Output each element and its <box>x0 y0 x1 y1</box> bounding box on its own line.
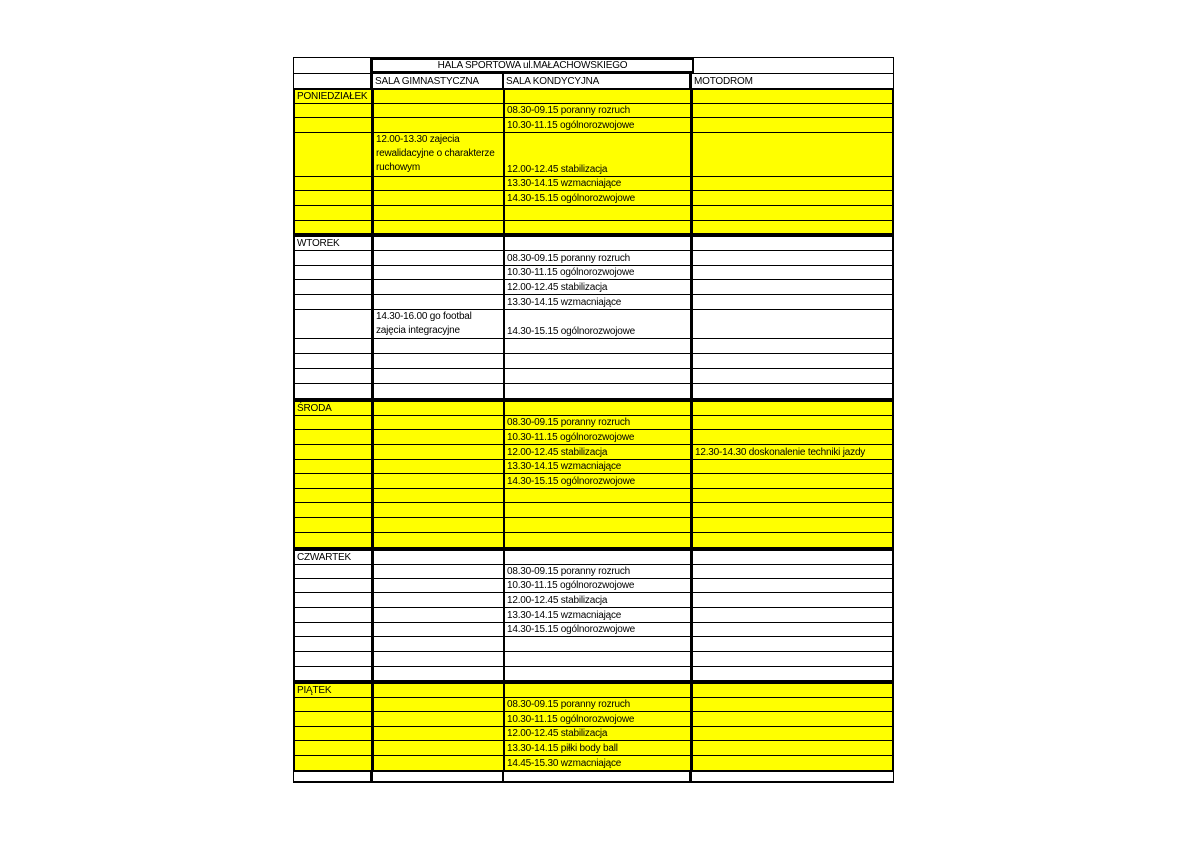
cell-motodrom <box>693 266 892 279</box>
schedule-row <box>295 727 892 741</box>
day-label-piatek: PIĄTEK <box>295 684 374 697</box>
col-header-kondycyjna: SALA KONDYCYJNA <box>504 74 692 88</box>
cell-gimnastyczna <box>374 565 505 578</box>
cell-gimnastyczna <box>374 518 505 532</box>
cell-gimnastyczna: 14.30-16.00 go footbal zajęcia integracyjne <box>374 310 505 338</box>
cell-kondycyjna <box>505 518 693 532</box>
schedule-row <box>295 565 892 579</box>
cell-motodrom <box>693 712 892 726</box>
cell-day <box>295 565 374 578</box>
cell-kondycyjna <box>505 339 693 353</box>
corner-cell <box>294 58 373 73</box>
cell-motodrom: 12.30-14.30 doskonalenie techniki jazdy <box>693 445 892 459</box>
day-block-wtorek <box>293 235 894 400</box>
empty-row <box>295 221 892 233</box>
cell-gimnastyczna <box>374 177 505 190</box>
cell-kondycyjna: 12.00-12.45 stabilizacja <box>505 133 693 176</box>
cell-kondycyjna: 13.30-14.15 wzmacniające <box>505 177 693 190</box>
cell-kondycyjna <box>505 221 693 233</box>
schedule-row <box>295 251 892 266</box>
cell-day <box>295 460 374 473</box>
cell-kondycyjna: 10.30-11.15 ogólnorozwojowe <box>505 430 693 444</box>
cell-day <box>295 310 374 338</box>
cell-gimnastyczna <box>374 533 505 547</box>
cell-gimnastyczna <box>374 221 505 233</box>
schedule-row <box>295 191 892 206</box>
cell-day <box>295 445 374 459</box>
cell-day <box>295 416 374 429</box>
cell-gimnastyczna <box>374 118 505 132</box>
cell-kondycyjna: 10.30-11.15 ogólnorozwojowe <box>505 266 693 279</box>
cell-kondycyjna <box>505 652 693 666</box>
cell-motodrom <box>693 565 892 578</box>
cell-gimnastyczna <box>374 90 505 103</box>
cell-motodrom <box>693 133 892 176</box>
cell-day <box>295 280 374 294</box>
cell-motodrom <box>693 608 892 622</box>
cell-day <box>295 221 374 233</box>
day-label-sroda: ŚRODA <box>295 402 374 415</box>
day-block-czwartek <box>293 549 894 682</box>
cell-motodrom <box>693 295 892 309</box>
cell-kondycyjna <box>504 772 692 781</box>
cell-day <box>295 741 374 755</box>
cell-gimnastyczna <box>374 489 505 502</box>
cell-motodrom <box>693 579 892 592</box>
schedule-row <box>295 608 892 623</box>
cell-kondycyjna <box>505 637 693 651</box>
empty-row <box>295 667 892 680</box>
cell-kondycyjna <box>505 369 693 383</box>
cell-day <box>295 608 374 622</box>
cell-motodrom <box>693 221 892 233</box>
schedule-table <box>293 57 894 783</box>
cell-gimnastyczna <box>374 608 505 622</box>
empty-row <box>295 518 892 533</box>
schedule-row <box>295 310 892 339</box>
cell-kondycyjna: 08.30-09.15 poranny rozruch <box>505 251 693 265</box>
empty-row <box>295 489 892 503</box>
cell-gimnastyczna <box>374 445 505 459</box>
cell-day <box>295 652 374 666</box>
cell-motodrom <box>693 741 892 755</box>
cell-day <box>295 533 374 547</box>
day-label-row <box>295 237 892 251</box>
cell-kondycyjna: 08.30-09.15 poranny rozruch <box>505 104 693 117</box>
cell-motodrom <box>693 104 892 117</box>
cell-motodrom <box>693 756 892 770</box>
cell-motodrom <box>693 533 892 547</box>
cell-kondycyjna: 14.30-15.15 ogólnorozwojowe <box>505 191 693 205</box>
cell-day <box>295 430 374 444</box>
empty-row <box>295 369 892 384</box>
cell-kondycyjna: 12.00-12.45 stabilizacja <box>505 727 693 740</box>
schedule-row <box>295 579 892 593</box>
schedule-row <box>295 445 892 460</box>
cell-motodrom <box>693 623 892 636</box>
schedule-row <box>295 133 892 177</box>
cell-motodrom <box>693 684 892 697</box>
cell-motodrom <box>693 354 892 368</box>
cell-gimnastyczna <box>374 402 505 415</box>
cell-gimnastyczna <box>374 354 505 368</box>
cell-gimnastyczna <box>374 430 505 444</box>
cell-motodrom <box>693 698 892 711</box>
cell-motodrom <box>693 667 892 680</box>
cell-motodrom <box>693 593 892 607</box>
day-label-row <box>295 90 892 104</box>
cell-kondycyjna <box>505 533 693 547</box>
cell-kondycyjna: 13.30-14.15 wzmacniające <box>505 460 693 473</box>
cell-gimnastyczna <box>374 741 505 755</box>
cell-kondycyjna <box>505 489 693 502</box>
cell-gimnastyczna <box>374 727 505 740</box>
cell-motodrom <box>693 251 892 265</box>
cell-gimnastyczna <box>374 593 505 607</box>
cell-motodrom <box>693 280 892 294</box>
cell-kondycyjna: 14.30-15.15 ogólnorozwojowe <box>505 623 693 636</box>
schedule-row <box>295 416 892 430</box>
schedule-row <box>295 756 892 770</box>
cell-kondycyjna <box>505 667 693 680</box>
table-bottom-row <box>293 772 894 783</box>
cell-motodrom <box>693 402 892 415</box>
day-label-row <box>295 551 892 565</box>
day-label-poniedzialek: PONIEDZIAŁEK <box>295 90 374 103</box>
schedule-row <box>295 460 892 474</box>
table-header-row-1 <box>293 57 894 73</box>
cell-gimnastyczna <box>374 266 505 279</box>
cell-kondycyjna: 08.30-09.15 poranny rozruch <box>505 565 693 578</box>
empty-row <box>295 384 892 398</box>
cell-day <box>295 579 374 592</box>
cell-kondycyjna <box>505 503 693 517</box>
col-header-motodrom: MOTODROM <box>694 75 753 87</box>
day-column-header-cell <box>294 74 373 88</box>
cell-kondycyjna: 14.45-15.30 wzmacniające <box>505 756 693 770</box>
cell-kondycyjna <box>505 402 693 415</box>
cell-kondycyjna: 14.30-15.15 ogólnorozwojowe <box>505 310 693 338</box>
cell-gimnastyczna <box>374 251 505 265</box>
cell-day <box>295 712 374 726</box>
cell-gimnastyczna <box>374 369 505 383</box>
cell-kondycyjna <box>505 384 693 398</box>
cell-motodrom <box>693 339 892 353</box>
hala-title: HALA SPORTOWA ul.MAŁACHOWSKIEGO <box>373 58 694 73</box>
empty-row <box>295 354 892 369</box>
cell-motodrom <box>693 191 892 205</box>
cell-day <box>295 104 374 117</box>
cell-day <box>295 667 374 680</box>
cell-motodrom <box>693 416 892 429</box>
cell-day <box>295 118 374 132</box>
cell-gimnastyczna <box>374 474 505 488</box>
cell-gimnastyczna <box>374 551 505 564</box>
table-header-row-2 <box>293 73 894 88</box>
cell-day <box>295 339 374 353</box>
cell-gimnastyczna <box>374 756 505 770</box>
schedule-row <box>295 474 892 489</box>
schedule-row <box>295 712 892 727</box>
corner-cell-right <box>694 58 893 73</box>
cell-motodrom <box>693 489 892 502</box>
cell-gimnastyczna <box>374 579 505 592</box>
schedule-row <box>295 698 892 712</box>
schedule-row <box>295 118 892 133</box>
cell-gimnastyczna <box>374 637 505 651</box>
cell-motodrom <box>693 551 892 564</box>
schedule-row <box>295 295 892 310</box>
cell-motodrom <box>693 652 892 666</box>
cell-day <box>294 772 373 781</box>
cell-gimnastyczna <box>374 684 505 697</box>
empty-row <box>295 339 892 354</box>
cell-day <box>295 369 374 383</box>
cell-day <box>295 698 374 711</box>
cell-kondycyjna: 10.30-11.15 ogólnorozwojowe <box>505 118 693 132</box>
cell-gimnastyczna <box>374 460 505 473</box>
cell-day <box>295 384 374 398</box>
cell-gimnastyczna <box>374 384 505 398</box>
cell-motodrom <box>693 518 892 532</box>
cell-day <box>295 756 374 770</box>
cell-kondycyjna <box>505 684 693 697</box>
cell-gimnastyczna <box>374 295 505 309</box>
cell-day <box>295 206 374 220</box>
cell-kondycyjna: 12.00-12.45 stabilizacja <box>505 593 693 607</box>
schedule-row <box>295 177 892 191</box>
cell-kondycyjna: 12.00-12.45 stabilizacja <box>505 280 693 294</box>
cell-gimnastyczna <box>374 503 505 517</box>
cell-gimnastyczna <box>374 712 505 726</box>
day-label-row <box>295 684 892 698</box>
cell-kondycyjna: 08.30-09.15 poranny rozruch <box>505 698 693 711</box>
cell-kondycyjna: 08.30-09.15 poranny rozruch <box>505 416 693 429</box>
cell-gimnastyczna <box>373 772 504 781</box>
cell-day <box>295 623 374 636</box>
schedule-row <box>295 280 892 295</box>
cell-day <box>295 593 374 607</box>
cell-motodrom <box>693 118 892 132</box>
cell-day <box>295 637 374 651</box>
day-block-sroda <box>293 400 894 549</box>
schedule-row <box>295 430 892 445</box>
cell-kondycyjna: 13.30-14.15 wzmacniające <box>505 295 693 309</box>
day-label-row <box>295 402 892 416</box>
col-header-gimnastyczna: SALA GIMNASTYCZNA <box>373 74 504 88</box>
cell-kondycyjna <box>505 206 693 220</box>
cell-day <box>295 503 374 517</box>
cell-gimnastyczna <box>374 652 505 666</box>
schedule-row <box>295 104 892 118</box>
cell-motodrom <box>693 503 892 517</box>
cell-motodrom <box>693 637 892 651</box>
cell-day <box>295 177 374 190</box>
day-block-piatek <box>293 682 894 772</box>
cell-gimnastyczna <box>374 191 505 205</box>
cell-motodrom <box>693 430 892 444</box>
cell-day <box>295 518 374 532</box>
cell-kondycyjna: 13.30-14.15 piłki body ball <box>505 741 693 755</box>
cell-kondycyjna <box>505 90 693 103</box>
cell-day <box>295 191 374 205</box>
cell-kondycyjna: 12.00-12.45 stabilizacja <box>505 445 693 459</box>
schedule-row <box>295 593 892 608</box>
schedule-row <box>295 623 892 637</box>
cell-motodrom <box>693 727 892 740</box>
cell-gimnastyczna <box>374 698 505 711</box>
cell-gimnastyczna <box>374 237 505 250</box>
empty-row <box>295 503 892 518</box>
cell-gimnastyczna <box>374 206 505 220</box>
cell-gimnastyczna: 12.00-13.30 zajecia rewalidacyjne o charakterze ruchowym <box>374 133 505 176</box>
cell-motodrom <box>693 90 892 103</box>
cell-day <box>295 474 374 488</box>
cell-day <box>295 354 374 368</box>
cell-gimnastyczna <box>374 667 505 680</box>
day-label-czwartek: CZWARTEK <box>295 551 374 564</box>
cell-day <box>295 295 374 309</box>
cell-kondycyjna <box>505 354 693 368</box>
empty-row <box>295 652 892 667</box>
cell-gimnastyczna <box>374 280 505 294</box>
cell-motodrom <box>693 177 892 190</box>
cell-motodrom <box>693 384 892 398</box>
cell-gimnastyczna <box>374 339 505 353</box>
cell-gimnastyczna <box>374 416 505 429</box>
cell-kondycyjna: 10.30-11.15 ogólnorozwojowe <box>505 579 693 592</box>
cell-motodrom <box>693 206 892 220</box>
cell-motodrom <box>693 474 892 488</box>
cell-kondycyjna <box>505 237 693 250</box>
day-block-poniedzialek <box>293 88 894 235</box>
cell-day <box>295 266 374 279</box>
cell-motodrom <box>693 460 892 473</box>
empty-row <box>295 206 892 221</box>
cell-motodrom <box>692 772 893 781</box>
cell-gimnastyczna <box>374 104 505 117</box>
cell-motodrom <box>693 369 892 383</box>
cell-kondycyjna: 10.30-11.15 ogólnorozwojowe <box>505 712 693 726</box>
cell-kondycyjna: 14.30-15.15 ogólnorozwojowe <box>505 474 693 488</box>
cell-gimnastyczna <box>374 623 505 636</box>
cell-day <box>295 251 374 265</box>
cell-day <box>295 133 374 176</box>
cell-day <box>295 489 374 502</box>
schedule-row <box>295 266 892 280</box>
empty-row <box>295 637 892 652</box>
cell-motodrom <box>693 310 892 338</box>
schedule-row <box>295 741 892 756</box>
cell-kondycyjna: 13.30-14.15 wzmacniające <box>505 608 693 622</box>
cell-motodrom <box>693 237 892 250</box>
day-label-wtorek: WTOREK <box>295 237 374 250</box>
cell-day <box>295 727 374 740</box>
empty-row <box>295 533 892 547</box>
cell-kondycyjna <box>505 551 693 564</box>
